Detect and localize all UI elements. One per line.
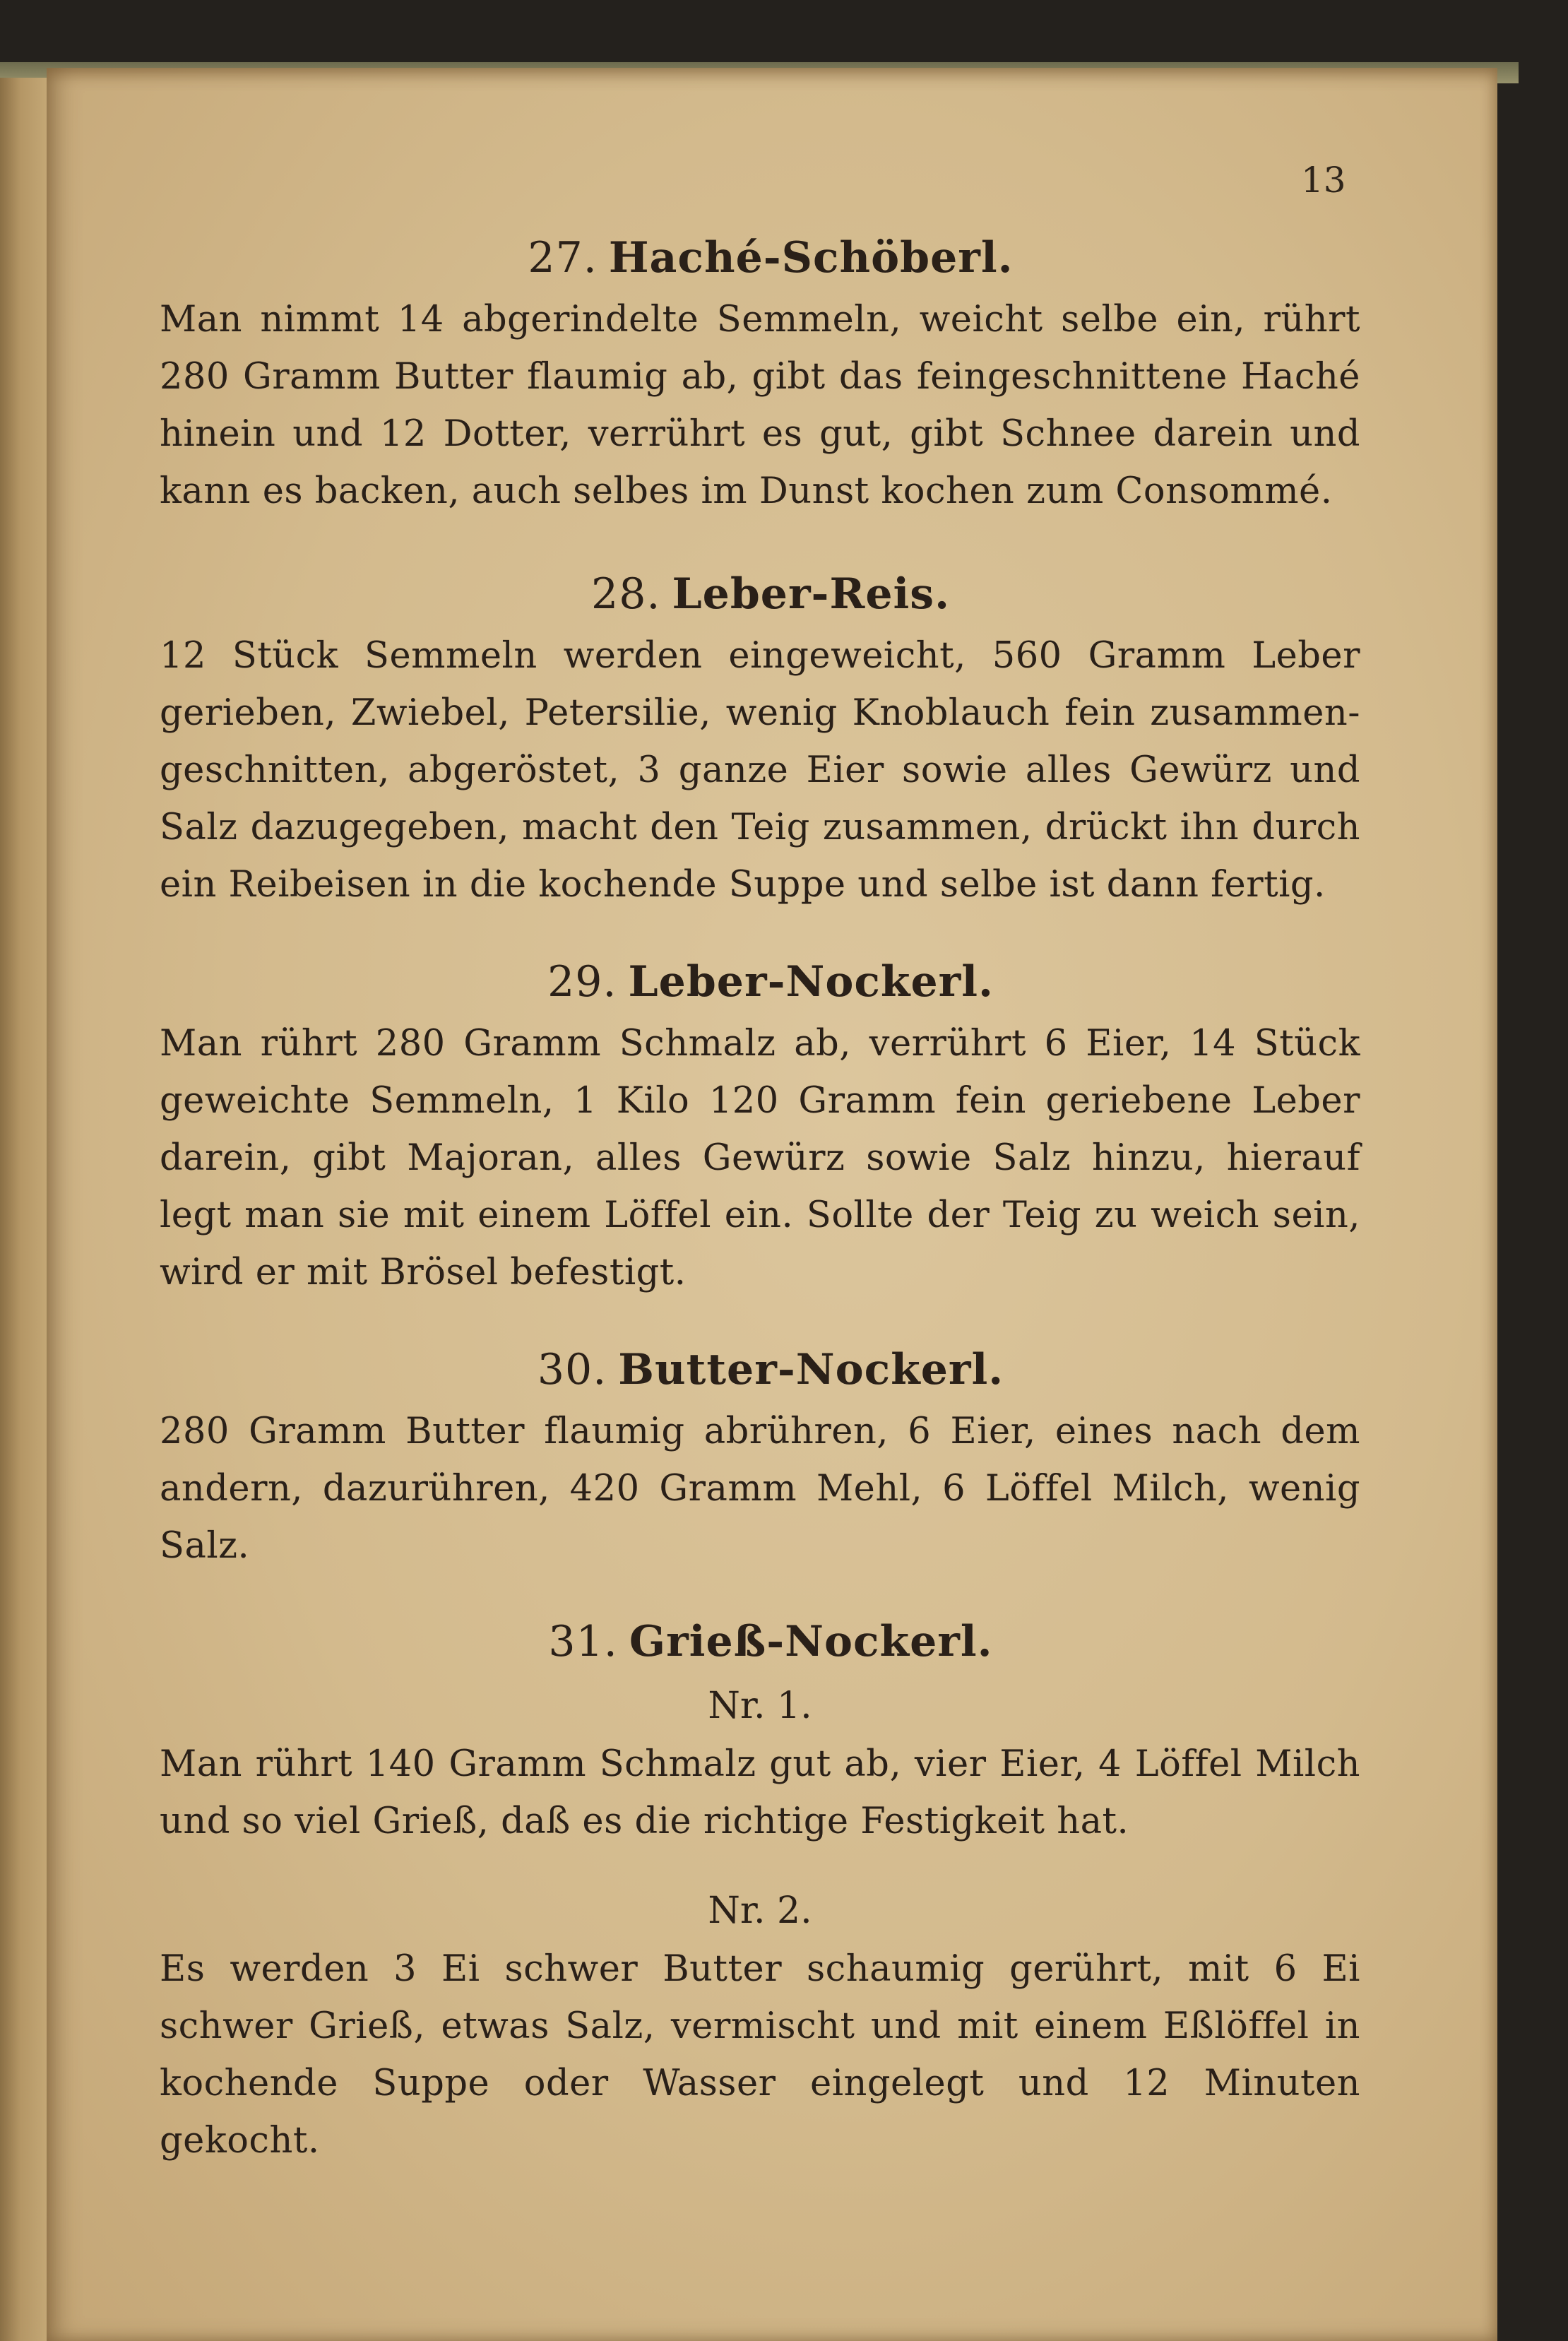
recipe-number: 27. [528, 233, 598, 283]
recipe-title [160, 957, 1360, 1007]
page-content [160, 233, 1360, 2169]
recipe-name: Leber-Nockerl. [628, 957, 994, 1007]
recipe-title [160, 569, 1360, 619]
variant-label: Nr. 2. [708, 1890, 812, 1932]
recipe-number: 30. [537, 1345, 607, 1394]
recipe-text: Man nimmt 14 abgerindelte Semmeln, weicht selbe ein, rührt 280 Gramm Butter flaumig ab, gibt das feingeschnittene Haché hinein und 12 Dotter, verrührt es gut, gibt Schnee darein und kann es backen, auch selbes im Dunst kochen zum Consommé. [160, 299, 1360, 512]
recipe-28 [160, 569, 1360, 913]
variant-text: Man rührt 140 Gramm Schmalz gut ab, vier Eier, 4 Löffel Milch und so viel Grieß, daß es die richtige Festigkeit hat. [160, 1743, 1360, 1842]
variant-label: Nr. 1. [708, 1685, 812, 1727]
recipe-number: 31. [548, 1617, 618, 1666]
recipe-title [160, 233, 1360, 283]
recipe-name: Haché-Schöberl. [608, 233, 1014, 283]
recipe-text: Man rührt 280 Gramm Schmalz ab, verrührt 6 Eier, 14 Stück geweichte Semmeln, 1 Kilo 120 Gramm fein geriebene Leber darein, gibt Majoran, alles Gewürz sowie Salz hinzu, hierauf legt man sie mit einem Löffel ein. Sollte der Teig zu weich sein, wird er mit Brösel befestigt. [160, 1023, 1360, 1293]
previous-page-edge [0, 78, 51, 2341]
recipe-title [160, 1617, 1360, 1666]
recipe-text: 12 Stück Semmeln werden eingeweicht, 560 Gramm Leber gerieben, Zwiebel, Petersilie, wenig Knoblauch fein zusammen-geschnitten, abgeröstet, 3 ganze Eier sowie alles Gewürz und Salz dazugegeben, macht den Teig zusammen, drückt ihn durch ein Reibeisen in die kochende Suppe und selbe ist dann fertig. [160, 635, 1360, 906]
recipe-number: 29. [547, 957, 617, 1007]
recipe-title [160, 1345, 1360, 1394]
recipe-27 [160, 233, 1360, 520]
recipe-30 [160, 1345, 1360, 1575]
recipe-29 [160, 957, 1360, 1301]
recipe-number: 28. [591, 569, 661, 619]
recipe-text: 280 Gramm Butter flaumig abrühren, 6 Eier, eines nach dem andern, dazurühren, 420 Gramm Mehl, 6 Löffel Milch, wenig Salz. [160, 1411, 1360, 1567]
recipe-name: Grieß-Nockerl. [629, 1617, 993, 1666]
recipe-31 [160, 1617, 1360, 2169]
recipe-name: Butter-Nockerl. [618, 1345, 1004, 1394]
recipe-name: Leber-Reis. [672, 569, 950, 619]
variant-text: Es werden 3 Ei schwer Butter schaumig gerührt, mit 6 Ei schwer Grieß, etwas Salz, vermischt und mit einem Eßlöffel in kochende Suppe oder Wasser eingelegt und 12 Minuten gekocht. [160, 1948, 1360, 2162]
page-number: 13 [1301, 160, 1346, 201]
